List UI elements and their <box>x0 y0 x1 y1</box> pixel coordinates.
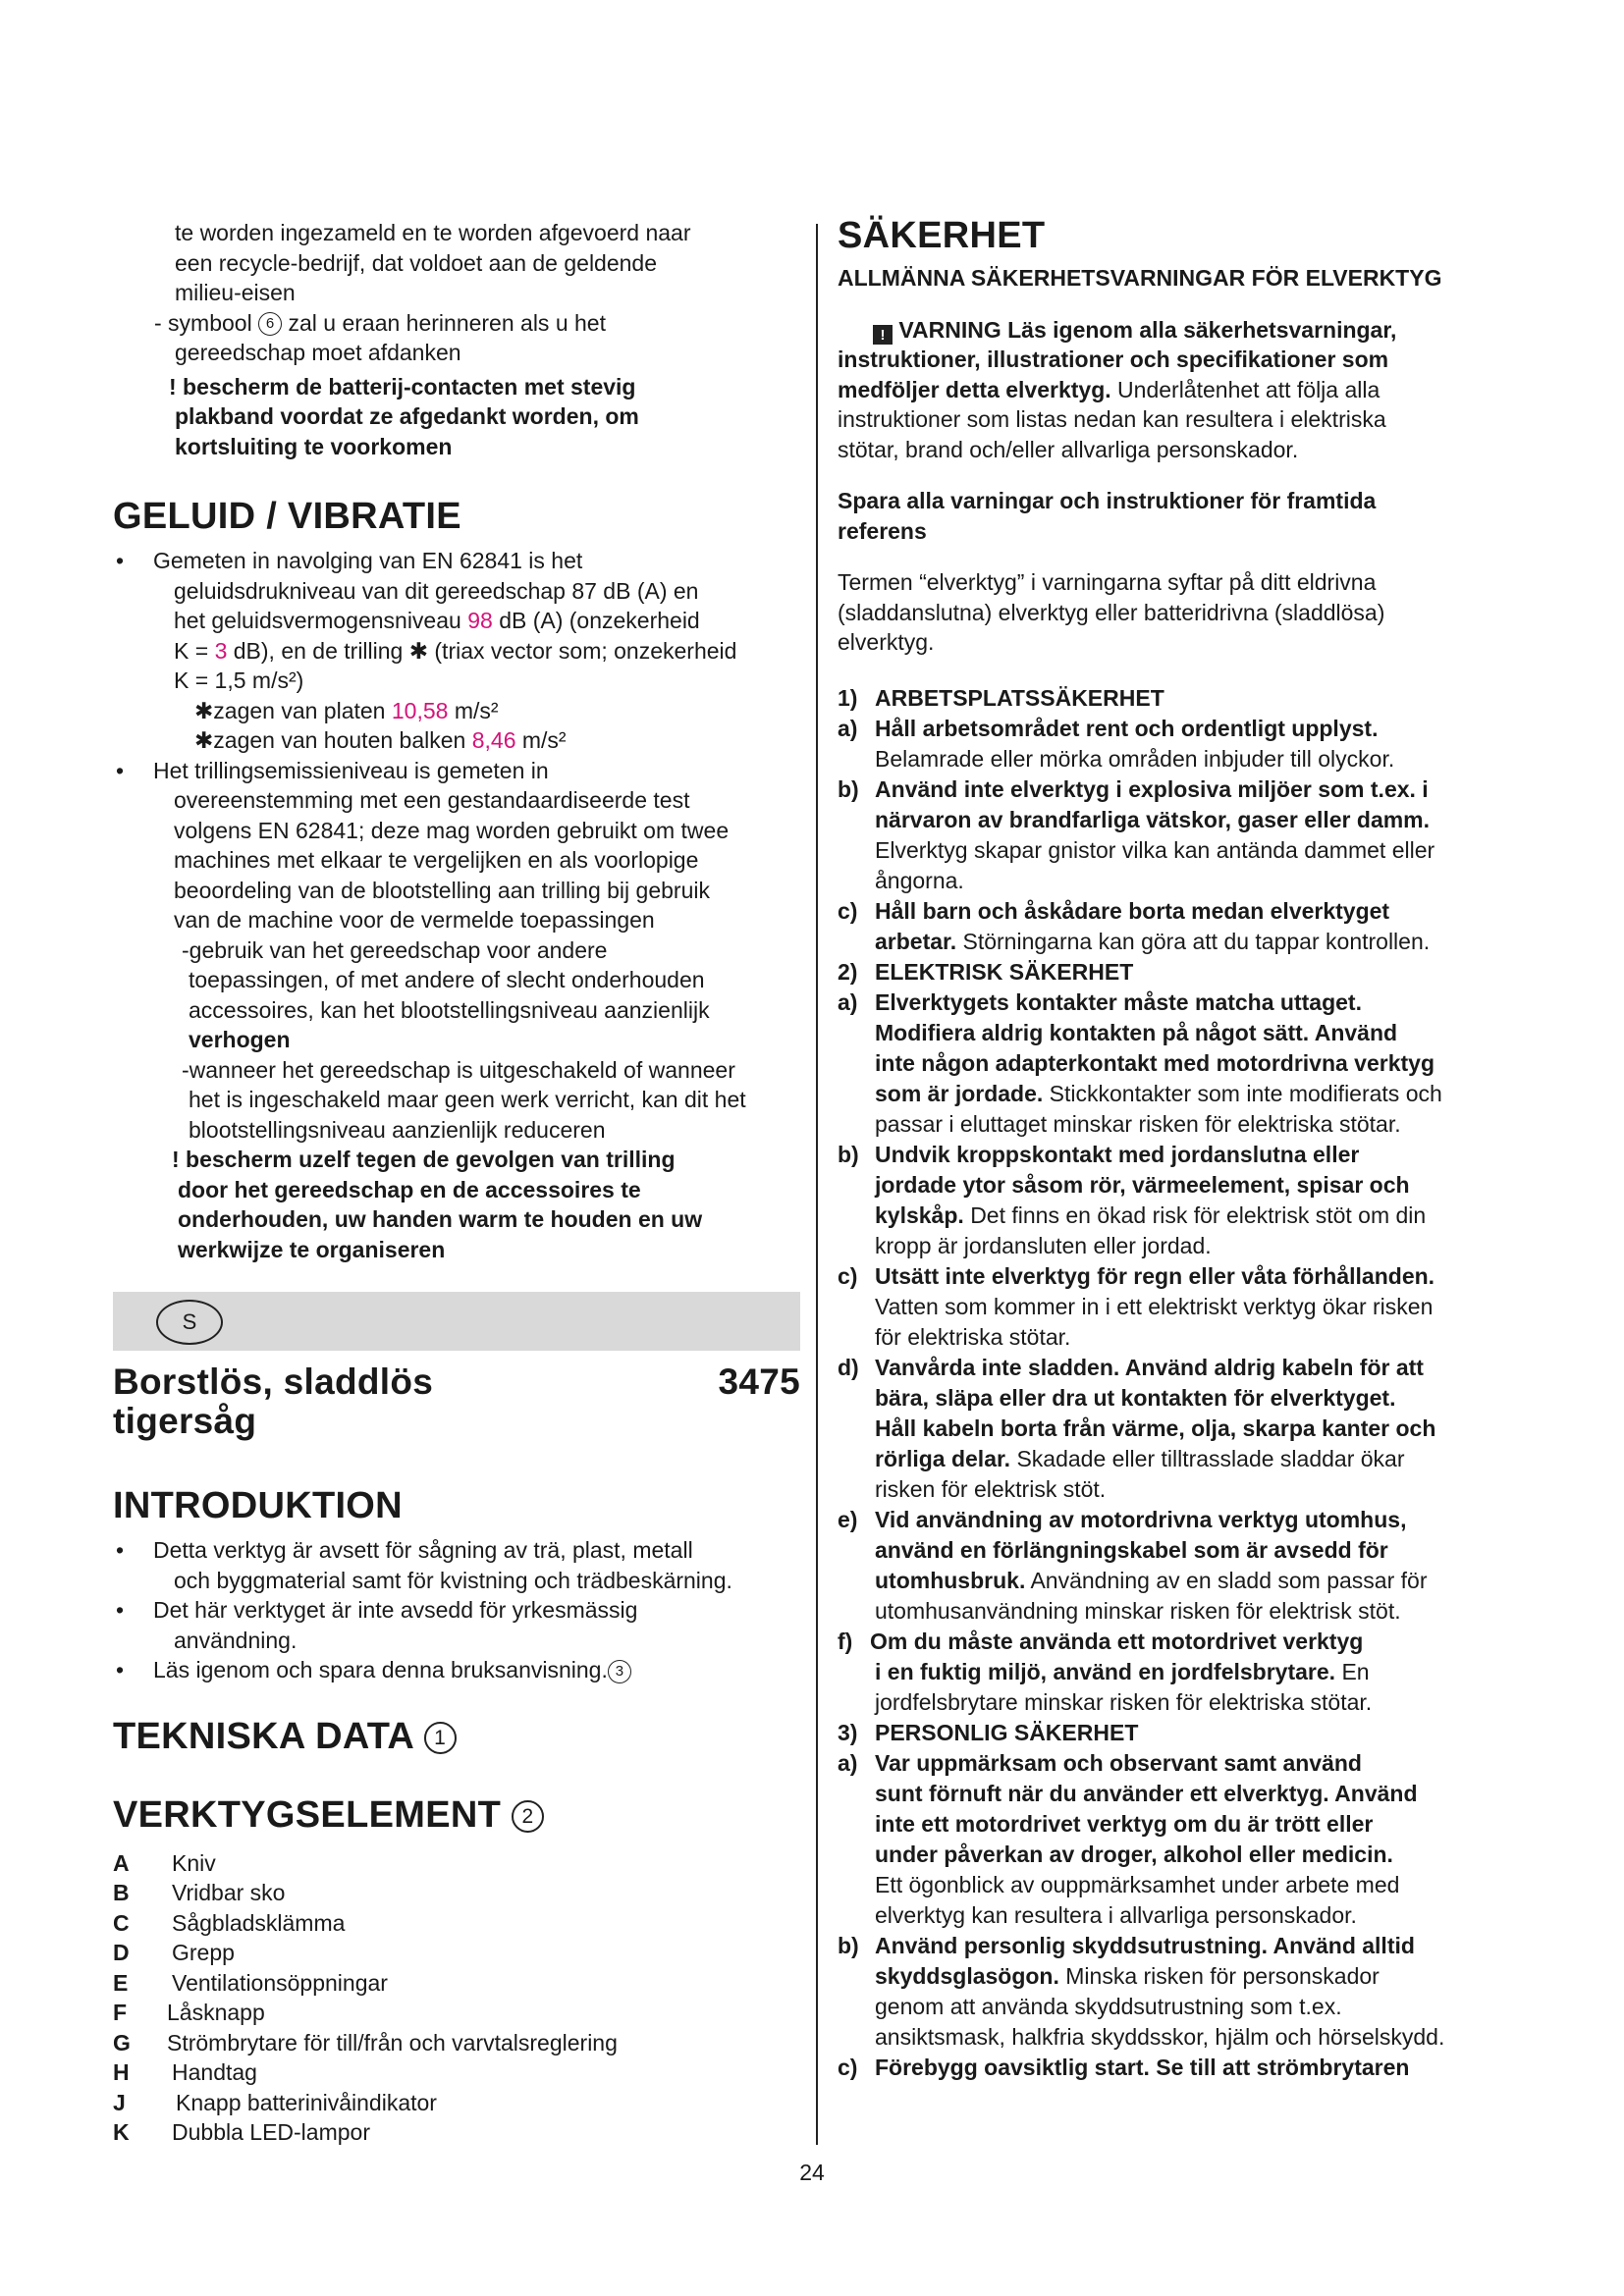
uncertainty-value: 3 <box>214 637 228 664</box>
list-item: A Kniv <box>113 1849 216 1876</box>
page-number: 24 <box>799 2160 825 2185</box>
list-item: E Ventilationsöppningar <box>113 1969 388 1996</box>
safety-item: b) Undvik kroppskontakt med jordanslutna eller jordade ytor såsom rör, värmeelement, spisar och kylskåp. Det finns en ökad risk för elektrisk stöt om din kropp är jordansluten eller jordad. <box>838 1141 1427 1258</box>
product-number: 3475 <box>718 1362 800 1402</box>
intro-list <box>113 1535 800 1685</box>
safety-item: a) Håll arbetsområdet rent och ordentligt upplyst. Belamrade eller mörka områden inbjuder till olyckor. <box>838 715 1395 772</box>
list-item: G Strömbrytare för till/från och varvtalsreglering <box>113 2029 618 2056</box>
battery-contact-warning: ! bescherm de batterij-contacten met stevig plakband voordat ze afgedankt worden, om kortsluiting te voorkomen <box>169 373 639 459</box>
safety-item: a) Var uppmärksam och observant samt använd sunt förnuft när du använder ett elverktyg. Använd inte ett motordrivet verktyg om du är trött eller under påverkan av droger, alkohol eller medicin. Ett ögonblick av ouppmärksamhet under arbete med elverktyg kan resultera i allvarliga personskador. <box>838 1749 1418 1928</box>
number-1-icon: 1 <box>424 1722 457 1754</box>
vibration-warning: ! bescherm uzelf tegen de gevolgen van trilling door het gereedschap en de accessoires te onderhouden, uw handen warm te houden en uw werkwijze te organiseren <box>172 1147 703 1262</box>
intro-item: • Detta verktyg är avsett för sågning av trä, plast, metall och byggmaterial samt för kvistning och trädbeskärning. <box>113 1535 800 1595</box>
safety-item: c) Utsätt inte elverktyg för regn eller våta förhållanden. Vatten som kommer in i ett elektriskt verktyg ökar risken för elektriska stötar. <box>838 1262 1435 1350</box>
list-item: B Vridbar sko <box>113 1880 286 1905</box>
symbool-note: - symbool 6 zal u eraan herinneren als u het gereedschap moet afdanken <box>154 309 606 365</box>
introduktion-heading: INTRODUKTION <box>113 1485 403 1526</box>
column-divider <box>816 224 818 2145</box>
tekniska-data-heading: TEKNISKA DATA 1 <box>113 1715 800 1758</box>
list-item: D Grepp <box>113 1940 235 1965</box>
intro-item: • Läs igenom och spara denna bruksanvisning. 3 <box>113 1655 800 1685</box>
list-item: H Handtag <box>113 2059 257 2085</box>
geluid-vibratie-heading: GELUID / VIBRATIE <box>113 496 461 537</box>
product-title: Borstlös, sladdlös <box>113 1362 434 1402</box>
vibration-plates-value: 10,58 <box>391 697 449 723</box>
right-column <box>838 214 1530 2083</box>
save-instructions: Spara alla varningar och instruktioner för framtida referens <box>838 488 1377 544</box>
general-warning-block: ! VARNING Läs igenom alla säkerhetsvarningar, instruktioner, illustrationer och specifikationer som medföljer detta elverktyg. Underlåtenhet att följa alla instruktioner som listas nedan kan resultera i elektriska stötar, brand och/eller allvarliga personskador. <box>838 316 1397 462</box>
general-warnings-subheading: ALLMÄNNA SÄKERHETSVARNINGAR FÖR ELVERKTYG <box>838 265 1442 291</box>
safety-item: d) Vanvårda inte sladden. Använd aldrig kabeln för att bära, släpa eller dra ut kontakten för elverktyget. Håll kabeln borta från värme, olja, skarpa kanter och rörliga delar. Skadade eller tilltrasslade sladdar ökar risken för elektrisk stöt. <box>838 1354 1436 1502</box>
vibration-beams-value: 8,46 <box>471 727 516 753</box>
list-item: K Dubbla LED-lampor <box>113 2119 370 2145</box>
safety-item: c) Förebygg oavsiktlig start. Se till att strömbrytaren <box>838 2054 1410 2080</box>
safety-item: b) Använd personlig skyddsutrustning. Använd alltid skyddsglasögon. Minska risken för personskador genom att använda skyddsutrustning som t.ex. ansiktsmask, halkfria skyddsskor, hjälm och hörselskydd. <box>838 1932 1445 2050</box>
noise-measurement-item: • Gemeten in navolging van EN 62841 is het geluidsdrukniveau van dit gereedschap 87 dB (A) en het geluidsvermogensniveau 98 dB (A) (onzekerheid K = 3 dB), en de trilling ✱ (triax vector som; onzekerheid K = 1,5 m/s²) ✱zagen van platen 10,58 m/s² ✱zagen van houten balken 8,46 m/s² <box>113 546 800 756</box>
product-title-block <box>113 1362 800 1445</box>
product-title-line2: tigersåg <box>113 1401 257 1441</box>
warning-icon: ! <box>873 325 893 345</box>
list-item: F Låsknapp <box>113 2000 265 2025</box>
number-6-icon: 6 <box>258 312 282 336</box>
elements-list <box>113 1848 800 2148</box>
term-definition: Termen “elverktyg” i varningarna syftar på ditt eldrivna (sladdanslutna) elverktyg eller batteridrivna (sladdlösa) elverktyg. <box>838 569 1385 655</box>
safety-item: e) Vid användning av motordrivna verktyg utomhus, använd en förlängningskabel som är avsedd för utomhusbruk. Användning av en sladd som passar för utomhusanvändning minskar risken för elektrisk stöt. <box>838 1506 1428 1624</box>
sakerhet-heading: SÄKERHET <box>838 215 1046 256</box>
safety-item: c) Håll barn och åskådare borta medan elverktyget arbetar. Störningarna kan göra att du tappar kontrollen. <box>838 897 1431 954</box>
intro-item: • Det här verktyget är inte avsedd för yrkesmässig användning. <box>113 1595 800 1655</box>
vibration-emission-item: • Het trillingsemissieniveau is gemeten in overeenstemming met een gestandaardiseerde test volgens EN 62841; deze mag worden gebruikt om twee machines met elkaar te vergelijken en als voorlopige beoordeling van de blootstelling aan trilling bij gebruik van de machine voor de vermelde toepassingen -gebruik van het gereedschap voor andere toepassingen, of met andere of slecht onderhouden accessoires, kan het blootstellingsniveau aanzienlijk verhogen -wanneer het gereedschap is uitgeschakeld of wanneer het is ingeschakeld maar geen werk verricht, kan dit het blootstellingsniveau aanzienlijk reduceren <box>113 756 800 1146</box>
list-item: C Sågbladsklämma <box>113 1909 346 1936</box>
section-heading: 1) ARBETSPLATSSÄKERHET <box>838 684 1164 711</box>
language-bar <box>113 1292 800 1351</box>
section-heading: 2) ELEKTRISK SÄKERHET <box>838 958 1134 985</box>
language-badge: S <box>156 1300 223 1345</box>
left-column <box>113 218 800 2148</box>
disposal-continuation: te worden ingezameld en te worden afgevoerd naar een recycle-bedrijf, dat voldoet aan de geldende milieu-eisen <box>175 220 691 305</box>
list-item: J Knapp batterinivåindikator <box>113 2089 437 2115</box>
number-2-icon: 2 <box>512 1800 544 1833</box>
safety-item: b) Använd inte elverktyg i explosiva miljöer som t.ex. i närvaron av brandfarliga vätskor, gaser eller damm. Elverktyg skapar gnistor vilka kan antända dammet eller ångorna. <box>838 775 1435 893</box>
section-heading: 3) PERSONLIG SÄKERHET <box>838 1719 1139 1745</box>
safety-item: a) Elverktygets kontakter måste matcha uttaget. Modifiera aldrig kontakten på något sätt. Använd inte någon adapterkontakt med motordrivna verktyg som är jordade. Stickkontakter som inte modifierats och passar i eluttaget minskar risken för elektriska stötar. <box>838 988 1442 1137</box>
sound-power-value: 98 <box>467 608 493 633</box>
verktygselement-heading: VERKTYGSELEMENT 2 <box>113 1793 800 1837</box>
safety-item: f) Om du måste använda ett motordrivet verktyg i en fuktig miljö, använd en jordfelsbrytare. En jordfelsbrytare minskar risken för elektriska stötar. <box>838 1628 1373 1715</box>
safety-sections <box>838 683 1530 2083</box>
number-3-icon: 3 <box>608 1660 631 1683</box>
